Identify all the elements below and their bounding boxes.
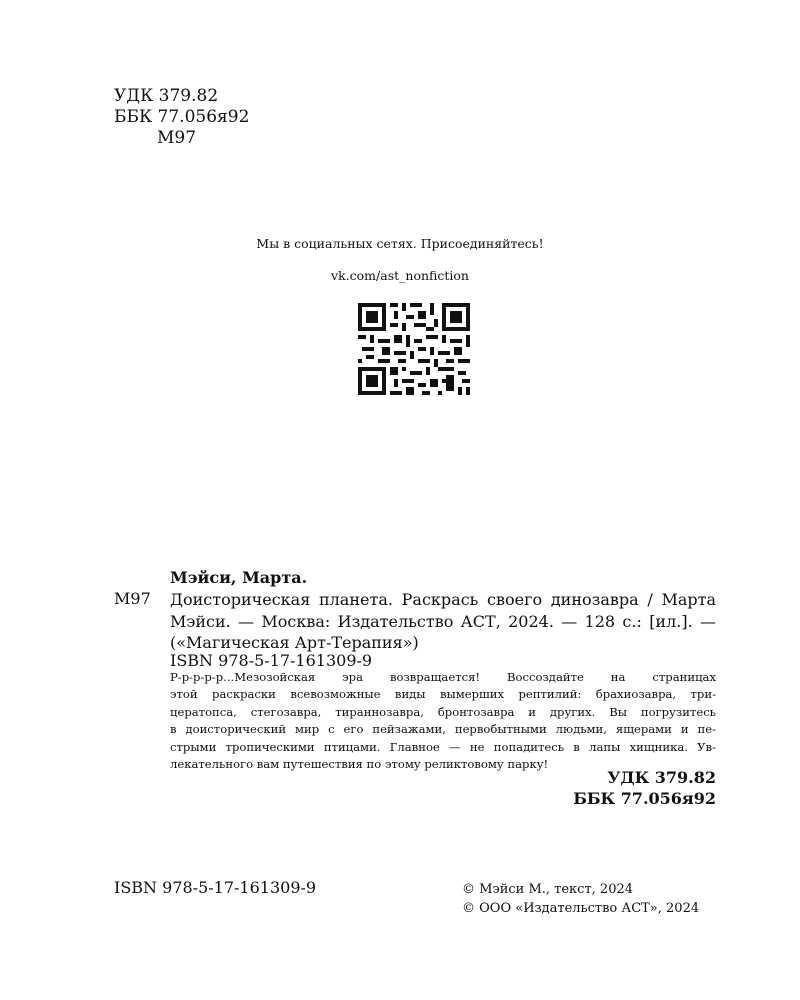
annotation-line: Р-р-р-р-р...Мезозойская эра возвращается! Воссоздайте на страницах <box>170 670 716 684</box>
social-url[interactable]: vk.com/ast_nonfiction <box>331 268 469 283</box>
annotation <box>170 669 716 773</box>
footer-isbn: ISBN 978-5-17-161309-9 <box>114 878 317 897</box>
copyright-block <box>462 880 699 918</box>
social-title: Мы в социальных сетях. Присоединяйтесь! <box>256 236 544 251</box>
record-classification <box>573 767 716 809</box>
bbk-code: ББК 77.056я92 <box>114 107 250 127</box>
cutter-code: М97 <box>157 128 197 148</box>
qr-code-icon[interactable] <box>358 303 470 395</box>
classification-block <box>114 86 249 149</box>
annotation-line: в доисторический мир с его пейзажами, первобытными людьми, ящерами и пе- <box>170 722 716 737</box>
record-udk-code: УДК 379.82 <box>607 768 716 787</box>
annotation-line: лекательного вам путешествия по этому реликтовому парку! <box>170 757 549 772</box>
annotation-line: стрыми тропическими птицами. Главное — не попадитесь в лапы хищника. Ув- <box>170 739 716 754</box>
author-name: Мэйси, Марта. <box>170 568 308 587</box>
description-line: Доисторическая планета. Раскрась своего динозавра / Марта <box>170 590 716 609</box>
copyright-text: © Мэйси М., текст, 2024 <box>462 882 634 897</box>
record-bbk-code: ББК 77.056я92 <box>573 789 716 808</box>
description-line: Мэйси. — Москва: Издательство АСТ, 2024. — 128 с.: [ил.]. — <box>170 611 716 631</box>
record-cutter-code: М97 <box>114 589 151 608</box>
bibliographic-description <box>170 589 716 654</box>
description-line: («Магическая Арт-Терапия») <box>170 633 419 652</box>
udk-code: УДК 379.82 <box>114 86 219 106</box>
annotation-line: этой раскраски всевозможные виды вымерших рептилий: брахиозавра, три- <box>170 687 716 702</box>
annotation-line: цератопса, стегозавра, тираннозавра, бронтозавра и других. Вы погрузитесь <box>170 704 716 719</box>
copyright-publisher: © ООО «Издательство АСТ», 2024 <box>462 901 700 916</box>
record-isbn: ISBN 978-5-17-161309-9 <box>170 651 373 670</box>
